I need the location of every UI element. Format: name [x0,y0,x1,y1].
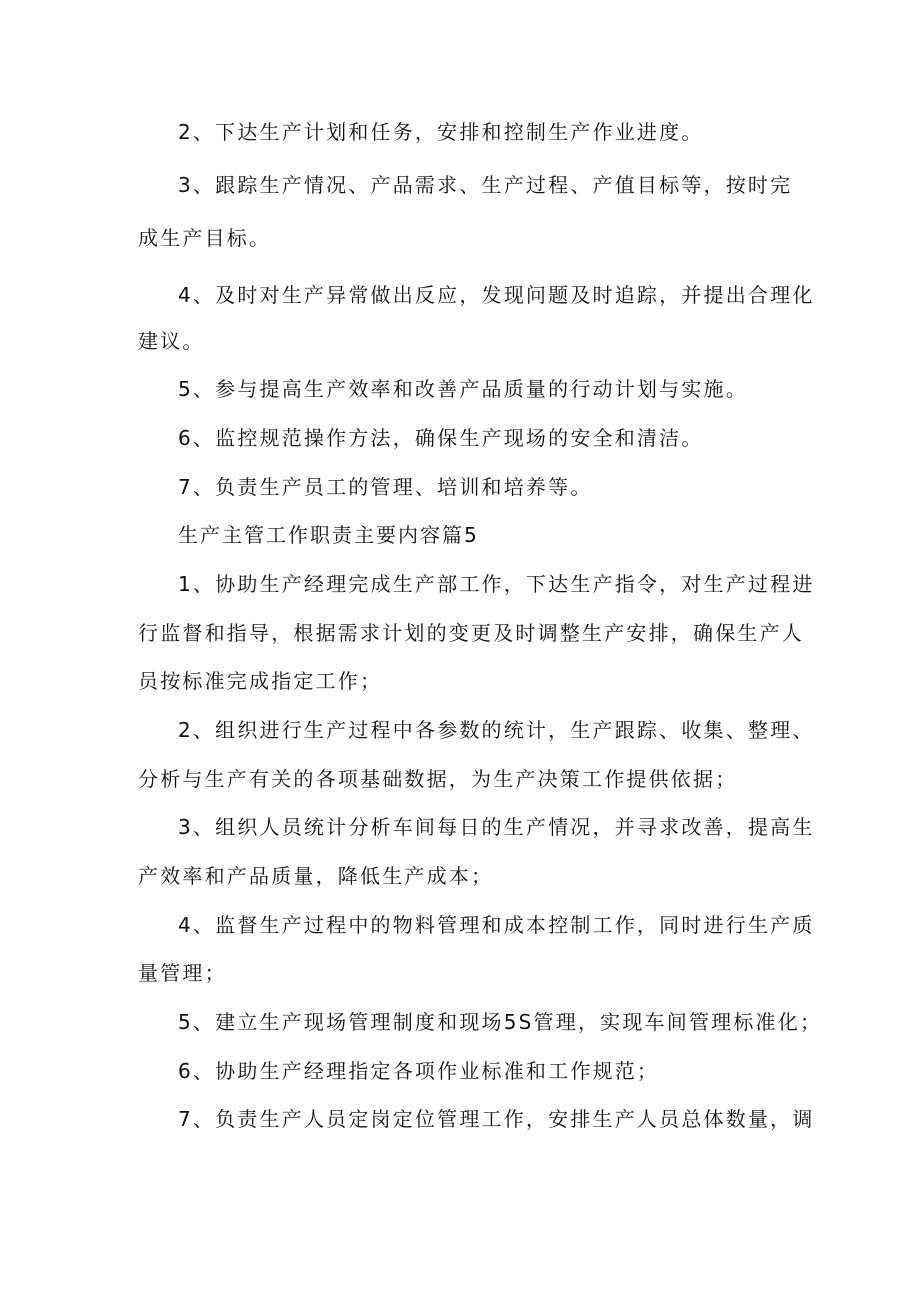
paragraph-line: 4、监督生产过程中的物料管理和成本控制工作，同时进行生产质 [178,913,815,937]
paragraph-line: 量管理； [138,961,227,985]
paragraph-line: 行监督和指导，根据需求计划的变更及时调整生产安排，确保生产人 [138,621,804,645]
paragraph-line: 5、建立生产现场管理制度和现场5S管理，实现车间管理标准化； [178,1010,823,1034]
paragraph-line: 4、及时对生产异常做出反应，发现问题及时追踪，并提出合理化 [178,283,815,307]
paragraph-line: 1、协助生产经理完成生产部工作，下达生产指令，对生产过程进 [178,572,815,596]
paragraph-line: 3、跟踪生产情况、产品需求、生产过程、产值目标等，按时完 [178,173,793,197]
paragraph-line: 分析与生产有关的各项基础数据，为生产决策工作提供依据； [138,767,738,791]
paragraph-line: 6、监控规范操作方法，确保生产现场的安全和清洁。 [178,426,704,450]
paragraph-line: 6、协助生产经理指定各项作业标准和工作规范； [178,1059,660,1083]
paragraph-line: 2、下达生产计划和任务，安排和控制生产作业进度。 [178,120,704,144]
paragraph-line: 7、负责生产人员定岗定位管理工作，安排生产人员总体数量，调 [178,1107,815,1131]
paragraph-line: 建议。 [138,329,205,353]
paragraph-line: 2、组织进行生产过程中各参数的统计，生产跟踪、收集、整理、 [178,718,815,742]
paragraph-line: 产效率和产品质量，降低生产成本； [138,864,494,888]
paragraph-line: 3、组织人员统计分析车间每日的生产情况，并寻求改善，提高生 [178,815,815,839]
paragraph-line: 员按标准完成指定工作； [138,669,383,693]
paragraph-line: 5、参与提高生产效率和改善产品质量的行动计划与实施。 [178,377,748,401]
paragraph-line: 成生产目标。 [138,226,272,250]
paragraph-line: 7、负责生产员工的管理、培训和培养等。 [178,475,593,499]
section-heading: 生产主管工作职责主要内容篇5 [178,523,479,547]
